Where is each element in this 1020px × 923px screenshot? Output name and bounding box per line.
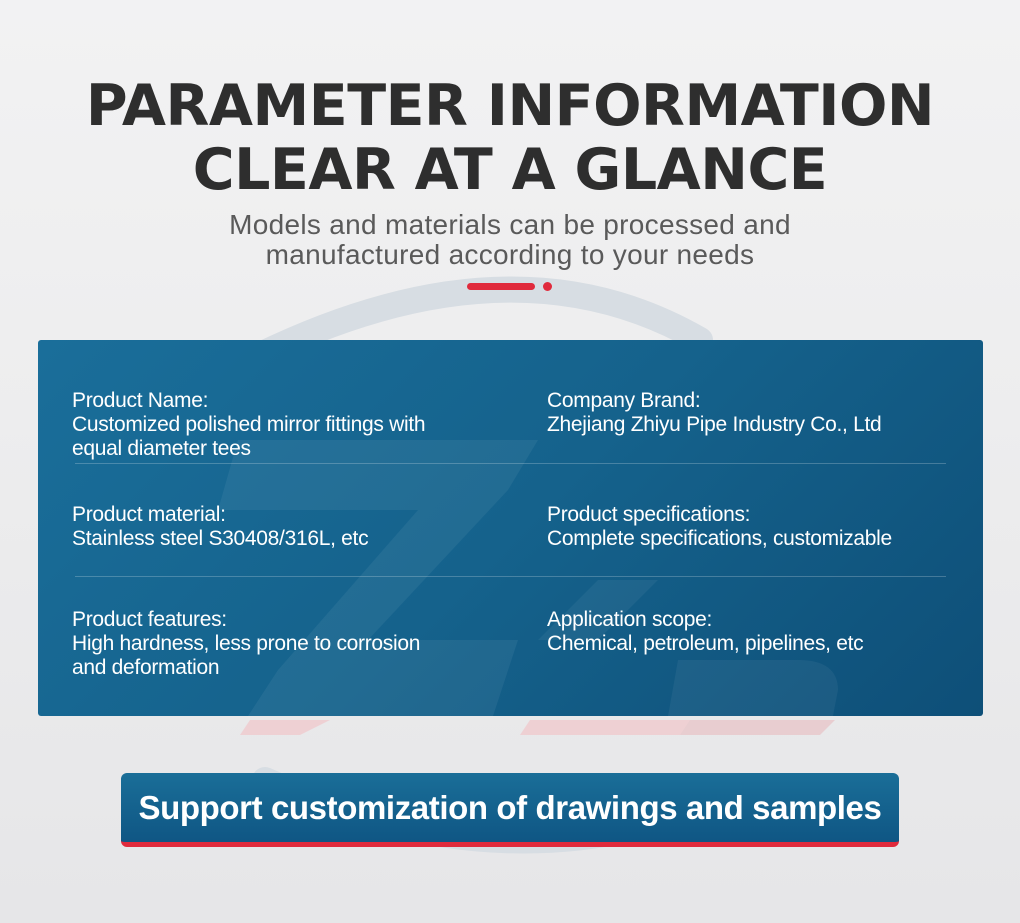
row-divider-1 <box>75 463 946 464</box>
customization-banner-text: Support customization of drawings and samples <box>138 789 882 826</box>
product-name-value-line-1: Customized polished mirror fittings with <box>72 413 426 436</box>
title-line-1: PARAMETER INFORMATION <box>85 73 935 139</box>
subtitle-line-2: manufactured according to your needs <box>265 239 755 270</box>
accent-divider-bar <box>467 283 535 290</box>
product-specifications-value: Complete specifications, customizable <box>547 527 892 550</box>
row-divider-2 <box>75 576 946 577</box>
company-brand-value: Zhejiang Zhiyu Pipe Industry Co., Ltd <box>547 413 882 436</box>
title-line-2: CLEAR AT A GLANCE <box>192 137 828 203</box>
param-product-features <box>72 608 420 680</box>
application-scope-label: Application scope: <box>547 608 713 631</box>
product-material-value: Stainless steel S30408/316L, etc <box>72 527 369 550</box>
param-company-brand <box>547 389 881 437</box>
accent-divider-dot <box>543 282 552 291</box>
param-product-specifications <box>547 503 892 551</box>
product-features-value-line-1: High hardness, less prone to corrosion <box>72 632 421 655</box>
application-scope-value: Chemical, petroleum, pipelines, etc <box>547 632 864 655</box>
product-features-value-line-2: and deformation <box>72 656 220 679</box>
product-material-label: Product material: <box>72 503 226 526</box>
product-name-value-line-2: equal diameter tees <box>72 437 251 460</box>
param-application-scope <box>547 608 863 656</box>
product-features-label: Product features: <box>72 608 227 631</box>
product-specifications-label: Product specifications: <box>547 503 751 526</box>
product-name-label: Product Name: <box>72 389 209 412</box>
subtitle-line-1: Models and materials can be processed and <box>229 209 791 240</box>
param-product-material <box>72 503 368 551</box>
param-product-name <box>72 389 425 461</box>
parameter-panel <box>38 340 983 716</box>
customization-banner <box>121 773 899 847</box>
company-brand-label: Company Brand: <box>547 389 701 412</box>
